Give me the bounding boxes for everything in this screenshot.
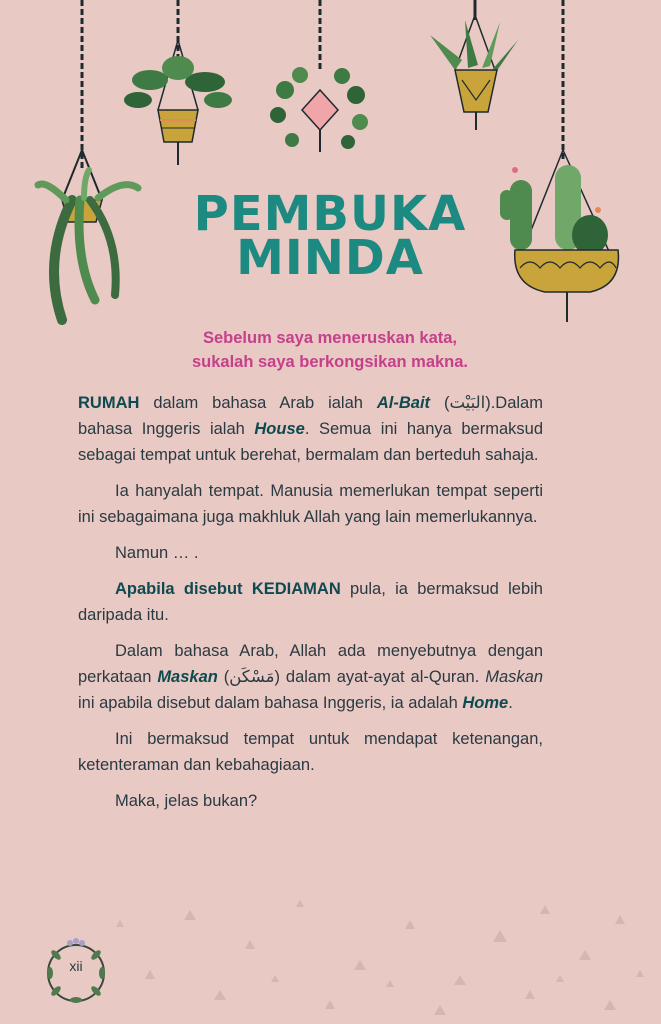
paragraph-4: [78, 576, 543, 628]
text-span: ).Dalam bahasa Inggeris ialah: [78, 394, 543, 438]
paragraph-2: Ia hanyalah tempat. Manusia memerlukan tempat seperti ini sebagaimana juga makhluk Allah yang lain memerlukannya.: [78, 482, 543, 526]
text-span: dalam bahasa Arab ialah: [139, 394, 377, 412]
text-span: Dalam bahasa Arab, Allah ada menyebutnya dengan perkataan: [78, 642, 543, 686]
italic-maskan: Maskan: [485, 668, 543, 686]
body-text: [78, 390, 543, 824]
keyword-rumah: RUMAH: [78, 394, 140, 412]
keyword-house: House: [254, 420, 305, 438]
text-span: .: [508, 694, 513, 712]
hanging-plant-icon: [270, 0, 368, 152]
hanging-plant-icon: [124, 0, 232, 165]
keyword-kediaman: Apabila disebut KEDIAMAN: [115, 580, 341, 598]
arabic-maskan: مَسْكَن: [229, 667, 275, 686]
subtitle-line2: sukalah saya berkongsikan makna.: [191, 353, 469, 371]
text-span: (: [430, 394, 450, 412]
text-span: ini apabila disebut dalam bahasa Inggeris, ia adalah: [78, 694, 463, 712]
paragraph-7: Maka, jelas bukan?: [115, 792, 258, 810]
text-span: (: [217, 668, 230, 686]
paragraph-1: [78, 390, 543, 468]
keyword-home: Home: [462, 694, 509, 712]
page-title-line2: MINDA: [236, 230, 424, 286]
page-title-line1: PEMBUKA: [193, 186, 467, 242]
text-span: . Semua ini hanya bermaksud sebagai tempat untuk berehat, bermalam dan berteduh sahaja.: [78, 420, 543, 464]
paragraph-5: [78, 638, 543, 716]
page-number: xii: [69, 958, 83, 974]
subtitle-line1: Sebelum saya meneruskan kata,: [202, 329, 458, 347]
paragraph-6: Ini bermaksud tempat untuk mendapat ketenangan, ketenteraman dan kebahagiaan.: [78, 730, 543, 774]
hanging-plant-icon: [38, 0, 138, 320]
text-span: ) dalam ayat-ayat al-Quran.: [274, 668, 486, 686]
keyword-al-bait: Al-Bait: [376, 394, 431, 412]
cactus-planter-icon: [500, 0, 618, 322]
arabic-al-bait: البَيْت: [449, 393, 486, 412]
hanging-plant-icon: [430, 0, 518, 130]
paragraph-3: Namun … .: [115, 544, 199, 562]
subtitle: [80, 326, 580, 374]
text-span: pula, ia bermaksud lebih daripada itu.: [78, 580, 543, 624]
keyword-maskan: Maskan: [157, 668, 218, 686]
